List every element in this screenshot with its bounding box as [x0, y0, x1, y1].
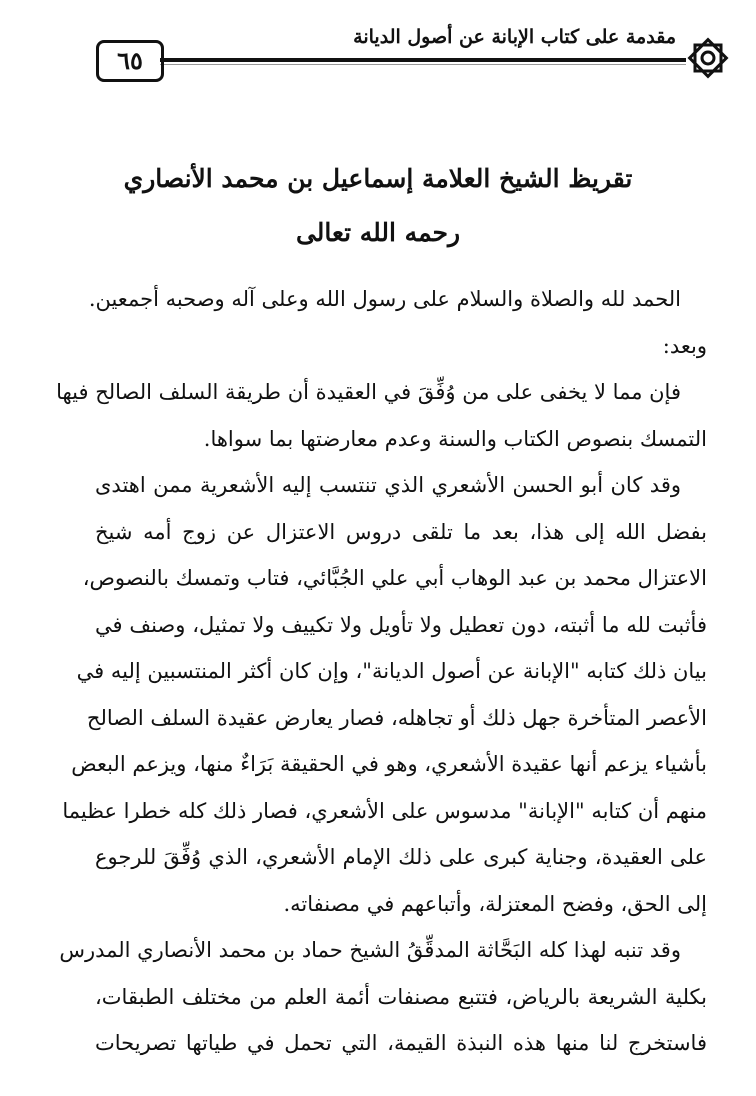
header-rule — [160, 58, 686, 62]
running-title: مقدمة على كتاب الإبانة عن أصول الديانة — [353, 26, 676, 48]
text-line: بكلية الشريعة بالرياض، فتتبع مصنفات أئمة العلم من مختلف الطبقات، — [95, 984, 707, 1009]
section-subtitle: رحمه الله تعالى — [295, 218, 461, 247]
text-line: الأعصر المتأخرة جهل ذلك أو تجاهله، فصار يعارض عقيدة السلف الصالح — [86, 705, 707, 730]
text-line: بأشياء يزعم أنها عقيدة الأشعري، وهو في الحقيقة بَرَاءٌ منها، ويزعم البعض — [71, 752, 707, 776]
text-line: بيان ذلك كتابه "الإبانة عن أصول الديانة"، وإن كان أكثر المنتسبين إليه في — [76, 659, 707, 683]
text-line: فأثبت لله ما أثبته، دون تعطيل ولا تأويل ولا تكييف ولا تمثيل، وصنف في — [95, 612, 707, 637]
page-header — [0, 0, 756, 90]
text-line: وقد تنبه لهذا كله البَحَّاثة المدقِّقُ الشيخ حماد بن محمد الأنصاري المدرس — [59, 938, 681, 962]
text-line: فإن مما لا يخفى على من وُفِّقَ في العقيدة أن طريقة السلف الصالح فيها — [56, 380, 681, 404]
text-line: التمسك بنصوص الكتاب والسنة وعدم معارضتها بما سواها. — [203, 426, 707, 451]
section-title: تقريظ الشيخ العلامة إسماعيل بن محمد الأنصاري — [123, 164, 633, 193]
text-line: على العقيدة، وجناية كبرى على ذلك الإمام الأشعري، الذي وُفِّقَ للرجوع — [95, 845, 707, 869]
text-line: وبعد: — [662, 333, 707, 358]
page-number: ٦٥ — [96, 40, 164, 82]
text-line: الاعتزال محمد بن عبد الوهاب أبي علي الجُبَّائي، فتاب وتمسك بالنصوص، — [82, 566, 707, 590]
body-text — [56, 276, 707, 1067]
text-line: منهم أن كتابه "الإبانة" مدسوس على الأشعري، فصار ذلك كله خطرا عظيما — [62, 798, 707, 823]
text-line: الحمد لله والصلاة والسلام على رسول الله وعلى آله وصحبه أجمعين. — [88, 287, 681, 311]
header-rule-thin — [160, 64, 686, 65]
text-line: إلى الحق، وفضح المعتزلة، وأتباعهم في مصنفاته. — [283, 891, 707, 916]
text-line: فاستخرج لنا منها هذه النبذة القيمة، التي تحمل في طياتها تصريحات — [95, 1031, 707, 1055]
octagram-ornament-icon — [686, 36, 730, 80]
text-line: بفضل الله إلى هذا، بعد ما تلقى دروس الاعتزال عن زوج أمه شيخ — [95, 519, 707, 544]
text-line: وقد كان أبو الحسن الأشعري الذي تنتسب إليه الأشعرية ممن اهتدى — [95, 473, 681, 497]
